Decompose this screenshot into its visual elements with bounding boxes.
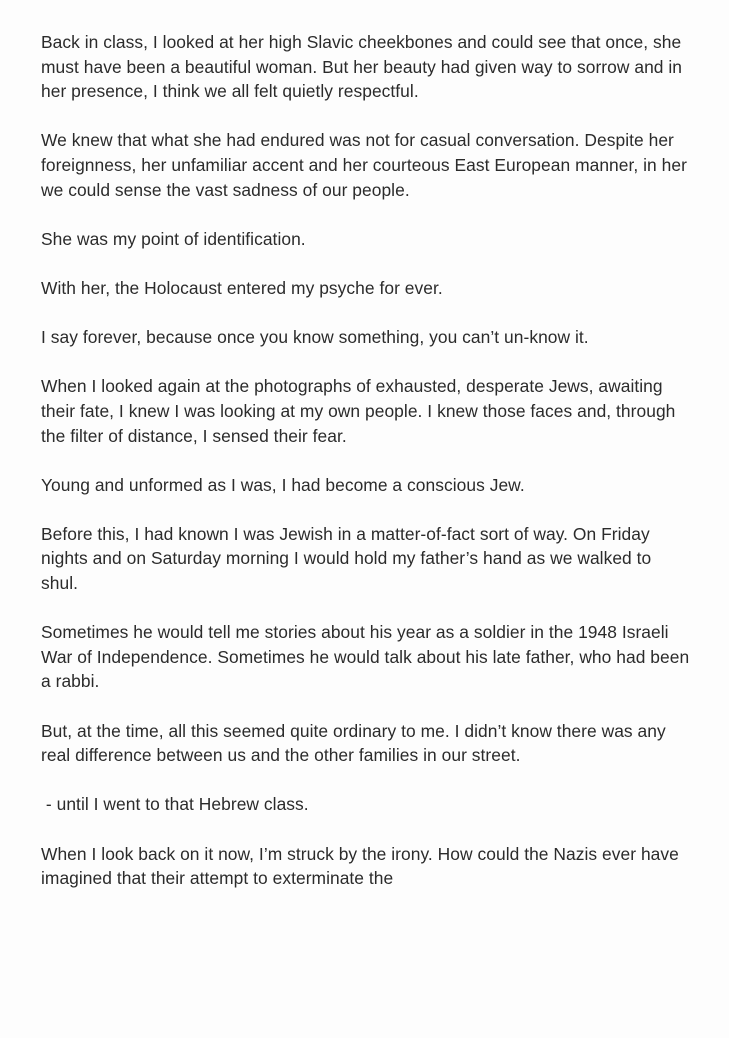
paragraph-5: I say forever, because once you know something, you can’t un-know it.: [41, 327, 589, 348]
paragraph-1: Back in class, I looked at her high Slavic cheekbones and could see that once, she must have been a beautiful woman. But her beauty had given way to sorrow and in her presence, I think we all felt quietly respectful.: [41, 32, 683, 102]
paragraph-7: Young and unformed as I was, I had become a conscious Jew.: [41, 474, 525, 495]
body-text: [41, 30, 691, 915]
paragraph-4: With her, the Holocaust entered my psyche for ever.: [41, 277, 443, 298]
paragraph-2: We knew that what she had endured was not for casual conversation. Despite her foreignness, her unfamiliar accent and her courteous East European manner, in her we could sense the vast sadness of our people.: [41, 130, 687, 200]
paragraph-3: She was my point of identification.: [41, 228, 306, 249]
paragraph-12: When I look back on it now, I’m struck by the irony. How could the Nazis ever have imagined that their attempt to exterminate the: [41, 843, 679, 889]
paragraph-11: - until I went to that Hebrew class.: [41, 794, 309, 815]
paragraph-6: When I looked again at the photographs of exhausted, desperate Jews, awaiting their fate, I knew I was looking at my own people. I knew those faces and, through the filter of distance, I sensed their fear.: [41, 376, 676, 446]
paragraph-10: But, at the time, all this seemed quite ordinary to me. I didn’t know there was any real difference between us and the other families in our street.: [41, 720, 666, 766]
paragraph-8: Before this, I had known I was Jewish in a matter-of-fact sort of way. On Friday nights and on Saturday morning I would hold my father’s hand as we walked to shul.: [41, 523, 652, 594]
paragraph-9: Sometimes he would tell me stories about his year as a soldier in the 1948 Israeli War of Independence. Sometimes he would talk about his late father, who had been a rabbi.: [41, 622, 690, 692]
